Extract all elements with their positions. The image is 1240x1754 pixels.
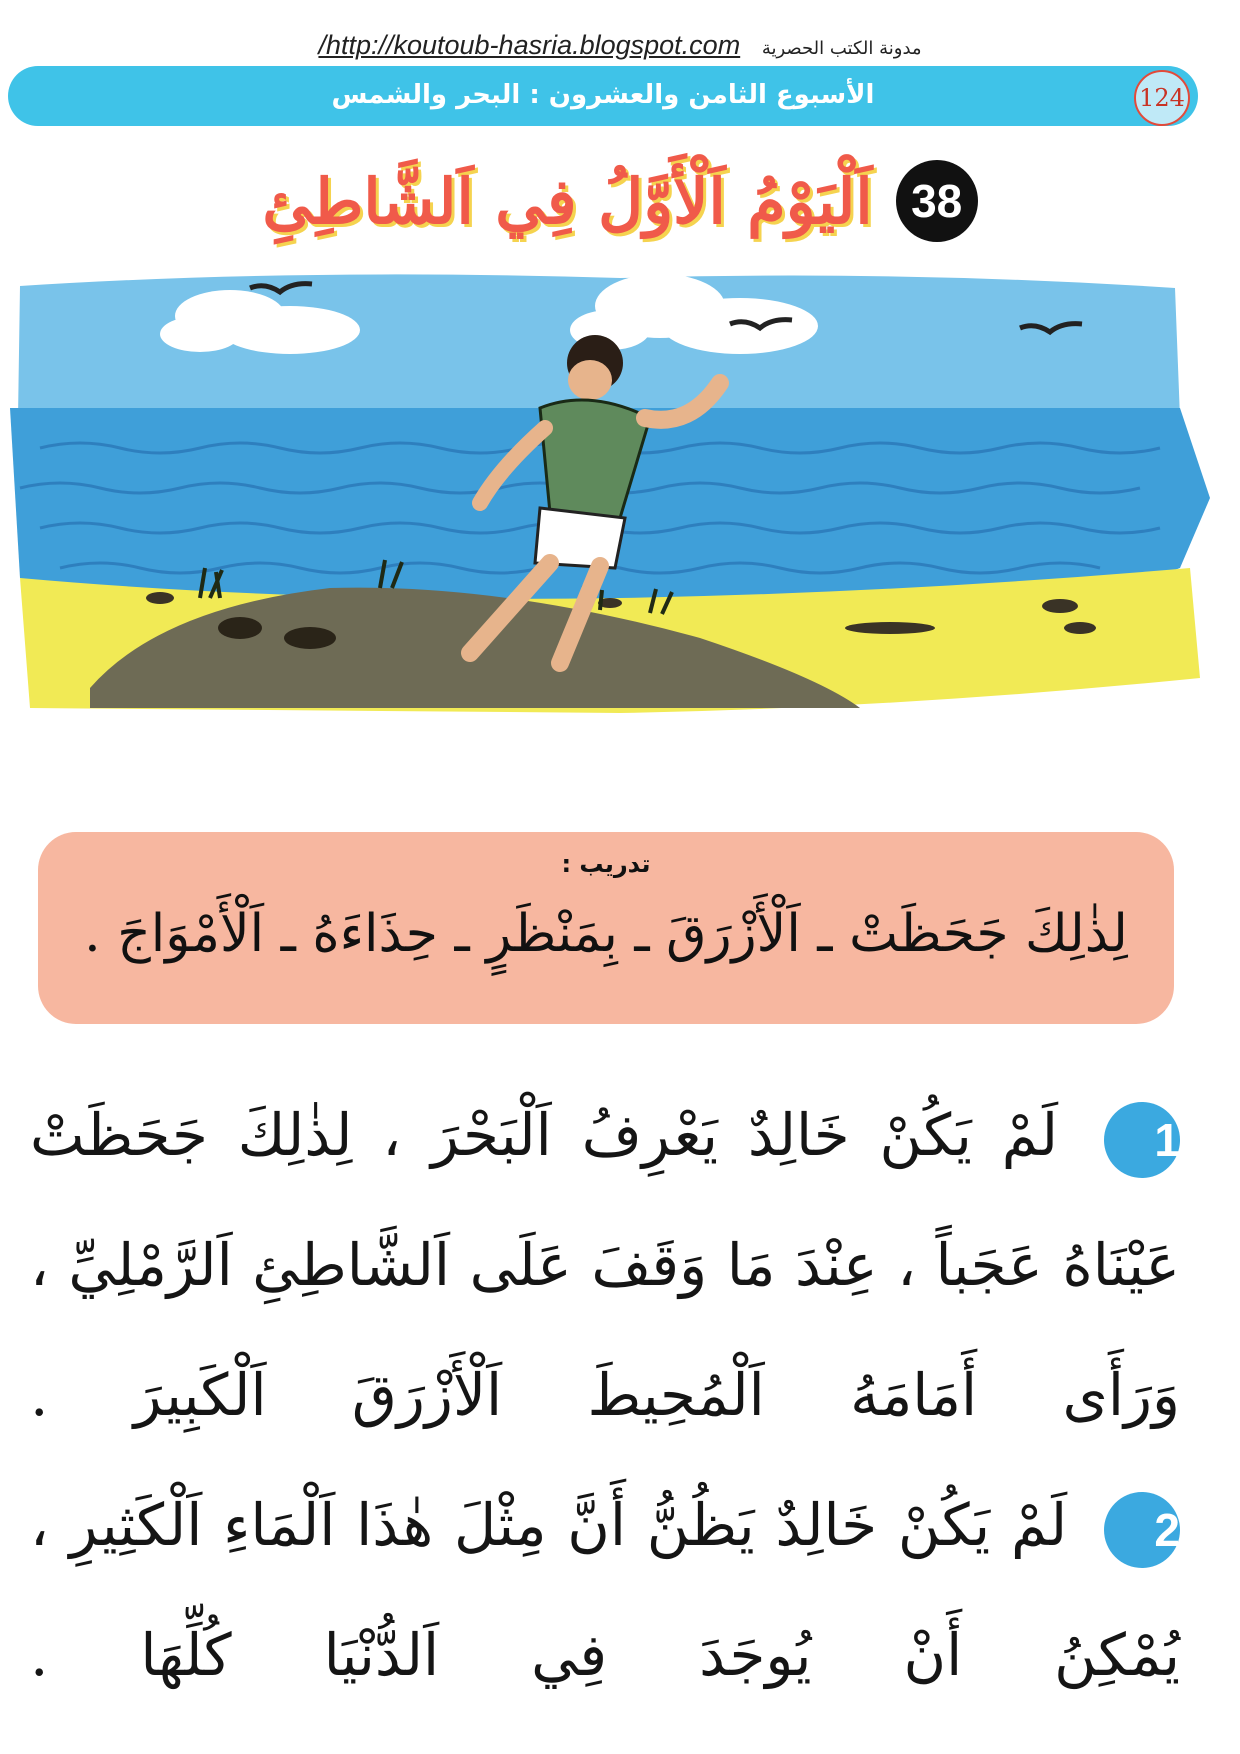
sandal-icon (218, 617, 262, 639)
paragraph-1 (30, 1070, 1180, 1460)
blog-name: مدونة الكتب الحصرية (761, 38, 922, 59)
drill-words: لِذٰلِكَ جَحَظَتْ ـ اَلْأَزْرَقَ ـ بِمَنْظَرٍ ـ حِذَاءَهُ ـ اَلْأَمْوَاجَ . (84, 904, 1128, 964)
lesson-heading (0, 160, 1240, 260)
paragraph-number-badge: 1 (1104, 1102, 1180, 1178)
lesson-title: اَلْيَوْمُ اَلْأَوَّلُ فِي اَلشَّاطِئِ (262, 164, 873, 238)
sandal-icon (284, 627, 336, 649)
paragraph-number-badge: 2 (1104, 1492, 1180, 1568)
lesson-number-badge: 38 (896, 160, 978, 242)
paragraph-text: لَمْ يَكُنْ خَالِدٌ يَظُنُّ أَنَّ مِثْلَ هٰذَا اَلْمَاءِ اَلْكَثِيرِ ، يُمْكِنُ أَنْ يُوجَدَ فِي اَلدُّنْيَا كُلِّهَا . (30, 1491, 1180, 1689)
week-title: الأسبوع الثامن والعشرون : البحر والشمس (331, 80, 875, 110)
beach-illustration (0, 268, 1240, 788)
drill-label: تدريب : (561, 850, 651, 878)
source-line (0, 30, 1240, 61)
week-header-bar (8, 66, 1198, 126)
source-url[interactable]: /http://koutoub-hasria.blogspot.com (318, 30, 741, 60)
drill-box (38, 832, 1174, 1024)
paragraph-text: لَمْ يَكُنْ خَالِدٌ يَعْرِفُ اَلْبَحْرَ ، لِذٰلِكَ جَحَظَتْ عَيْنَاهُ عَجَباً ، عِنْدَ مَا وَقَفَ عَلَى اَلشَّاطِئِ اَلرَّمْلِيِّ ، وَرَأَى أَمَامَهُ اَلْمُحِيطَ اَلْأَزْرَقَ اَلْكَبِيرَ . (30, 1101, 1180, 1429)
paragraph-2 (30, 1460, 1180, 1720)
page-number: 124 (1134, 70, 1190, 126)
